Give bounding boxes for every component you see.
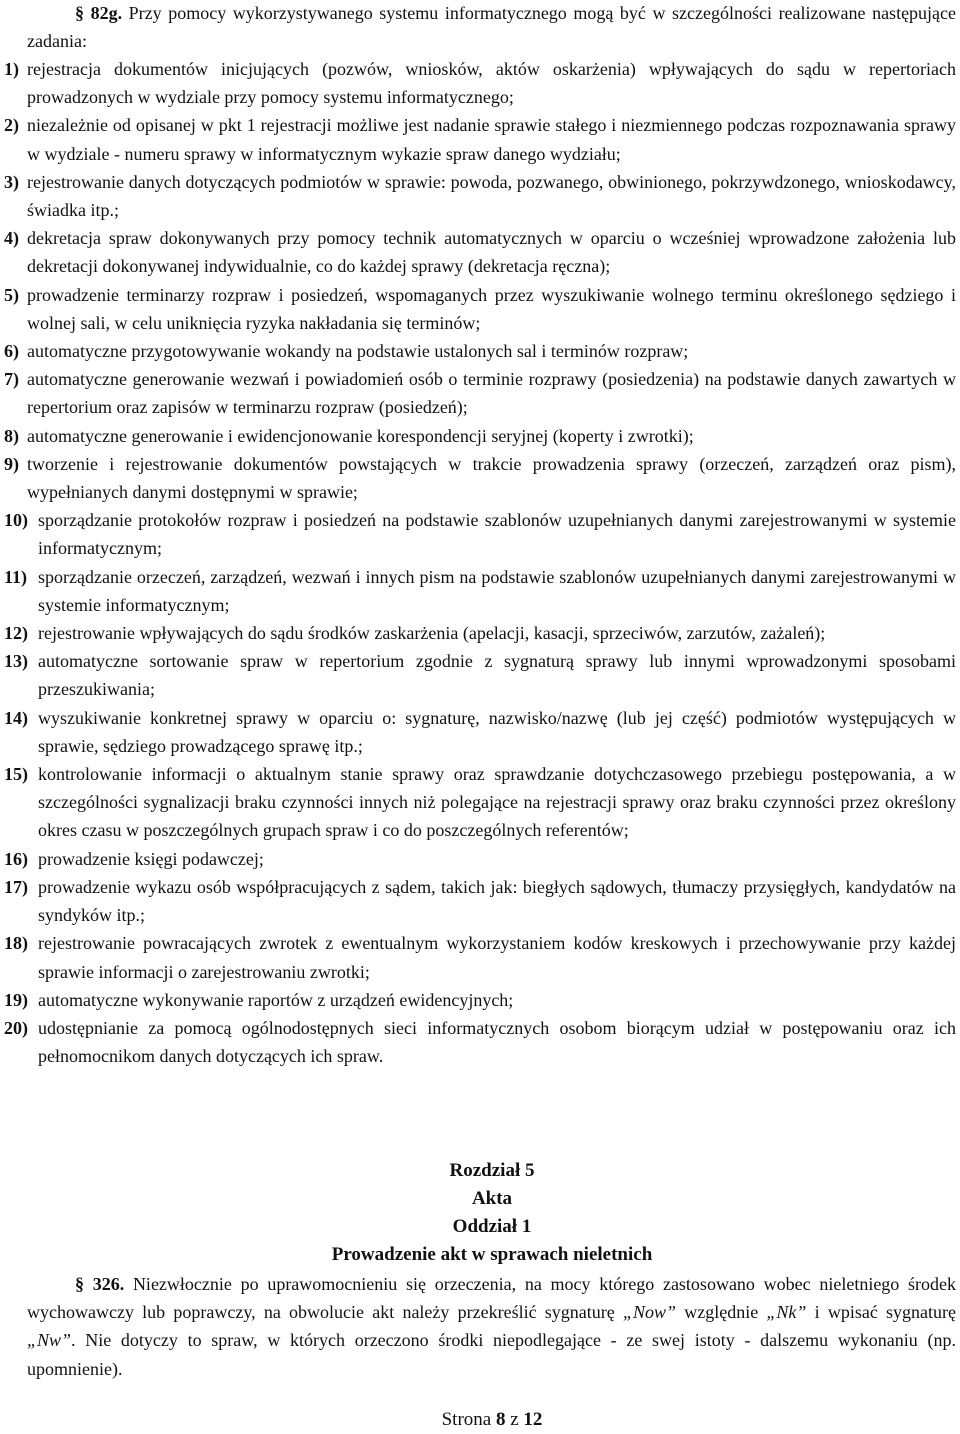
list-item [4, 422, 956, 450]
signature-nk: „Nk” [766, 1302, 807, 1323]
list-item-number: 5) [4, 284, 19, 305]
list-item-number: 6) [4, 341, 19, 362]
p326-text-c: i wpisać sygnaturę [806, 1302, 957, 1323]
division-heading: Oddział 1 [452, 1216, 532, 1237]
list-item-number: 8) [4, 425, 19, 446]
list-item-number: 9) [4, 453, 19, 474]
intro-paragraph [27, 0, 956, 55]
p326-text-d: . Nie dotyczy to spraw, w których orzeczono środki niepodlegające - ze swej istoty - dalszemu wykonaniu (np. upomnienie). [27, 1330, 956, 1379]
list-item-text: automatyczne przygotowywanie wokandy na podstawie ustalonych sal i terminów rozpraw; [27, 341, 689, 362]
list-item [4, 873, 956, 929]
list-item-number: 7) [4, 369, 19, 390]
footer-separator: z [505, 1409, 524, 1430]
list-item-text: prowadzenie księgi podawczej; [38, 848, 264, 869]
list-item-number: 17) [4, 876, 28, 897]
list-item [4, 647, 956, 703]
p326-text-b: względnie [676, 1302, 767, 1323]
task-list [4, 55, 956, 1070]
list-item [4, 563, 956, 619]
list-item-number: 1) [4, 59, 19, 79]
list-item [4, 506, 956, 562]
list-item-text: automatyczne sortowanie spraw w repertorium zgodnie z sygnaturą sprawy lub innymi wprowadzonymi sposobami przeszukiwania; [38, 651, 956, 700]
list-item [4, 281, 956, 337]
chapter-title: Akta [471, 1188, 513, 1209]
list-item-text: rejestrowanie powracających zwrotek z ewentualnym wykorzystaniem kodów kreskowych i przechowywanie przy każdej sprawie informacji o zarejestrowaniu zwrotki; [38, 933, 956, 982]
list-item-text: rejestracja dokumentów inicjujących (pozwów, wniosków, aktów oskarżenia) wpływających do sądu w repertoriach prowadzonych w wydziale przy pomocy systemu informatycznego; [27, 59, 956, 108]
list-item [4, 365, 956, 421]
list-item-number: 11) [4, 566, 28, 587]
list-item-text: sporządzanie protokołów rozpraw i posiedzeń na podstawie szablonów uzupełnianych danymi zarejestrowanymi w systemie informatycznym; [38, 510, 956, 559]
section-number: § 82g. [75, 3, 123, 23]
list-item [4, 168, 956, 224]
list-item-number: 10) [4, 510, 28, 531]
signature-now: „Now” [622, 1302, 677, 1323]
division-title: Prowadzenie akt w sprawach nieletnich [331, 1244, 653, 1265]
list-item-text: prowadzenie wykazu osób współpracujących z sądem, takich jak: biegłych sądowych, tłumaczy przysięgłych, kandydatów na syndyków itp.; [38, 876, 956, 926]
list-item-text: automatyczne generowanie i ewidencjonowanie korespondencji seryjnej (koperty i zwrotki); [27, 425, 694, 446]
list-item [4, 111, 956, 167]
list-item-text: automatyczne generowanie wezwań i powiadomień osób o terminie rozprawy (posiedzenia) na podstawie danych zawartych w repertorium oraz zapisów w terminarzu rozpraw (posiedzeń); [27, 369, 956, 418]
page-number: 8 [495, 1409, 506, 1430]
list-item-text: udostępnianie za pomocą ogólnodostępnych sieci informatycznych osobom biorącym udział w postępowaniu oraz ich pełnomocnikom danych dotyczących ich spraw. [38, 1017, 956, 1067]
list-item [4, 55, 956, 111]
p326-text-a: Niezwłocznie po uprawomocnieniu się orzeczenia, na mocy którego zastosowano wobec nieletniego środek wychowawczy lub poprawczy, na obwolucie akt należy przekreślić sygnaturę [27, 1274, 957, 1323]
list-item [4, 760, 956, 845]
list-item-text: kontrolowanie informacji o aktualnym stanie sprawy oraz sprawdzanie dotychczasowego przebiegu postępowania, a w szczególności sygnalizacji braku czynności innych niż polegające na rejestracji sprawy oraz braku czynności przez określony okres czasu w poszczególnych grupach spraw i co do poszczególnych referentów; [38, 764, 956, 841]
list-item [4, 224, 956, 280]
list-item-number: 20) [4, 1017, 28, 1038]
list-item [4, 845, 956, 873]
list-item-text: dekretacja spraw dokonywanych przy pomocy technik automatycznych w oparciu o wcześniej wprowadzone założenia lub dekretacji dokonywanej indywidualnie, co do każdej sprawy (dekretacja ręczna); [27, 228, 956, 277]
headings-block [0, 1157, 960, 1269]
list-item-number: 2) [4, 115, 19, 136]
page-footer [0, 1408, 960, 1432]
list-item-number: 14) [4, 707, 28, 728]
intro-text: Przy pomocy wykorzystywanego systemu informatycznego mogą być w szczególności realizowane następujące zadania: [27, 3, 957, 52]
list-item-text: niezależnie od opisanej w pkt 1 rejestracji możliwe jest nadanie sprawie stałego i niezmiennego podczas rozpoznawania sprawy w wydziale - numeru sprawy w informatycznym wykazie spraw danego wydziału; [27, 115, 956, 164]
list-item-text: automatyczne wykonywanie raportów z urządzeń ewidencyjnych; [38, 989, 514, 1010]
list-item-number: 4) [4, 228, 19, 249]
list-item-number: 13) [4, 651, 28, 672]
list-item-number: 19) [4, 989, 28, 1010]
list-item-number: 18) [4, 933, 28, 954]
footer-prefix: Strona [441, 1409, 496, 1430]
list-item-text: rejestrowanie danych dotyczących podmiotów w sprawie: powoda, pozwanego, obwinionego, pokrzywdzonego, wnioskodawcy, świadka itp.; [27, 171, 956, 221]
list-item [4, 450, 956, 506]
chapter-heading: Rozdział 5 [449, 1160, 535, 1181]
list-item-text: rejestrowanie wpływających do sądu środków zaskarżenia (apelacji, kasacji, sprzeciwów, zarzutów, zażaleń); [38, 623, 826, 644]
page-total: 12 [523, 1409, 543, 1430]
list-item-number: 3) [4, 171, 19, 192]
list-item-number: 12) [4, 623, 28, 644]
list-item-text: prowadzenie terminarzy rozpraw i posiedzeń, wspomaganych przez wyszukiwanie wolnego terminu określonego sędziego i wolnej sali, w celu uniknięcia ryzyka nakładania się terminów; [27, 284, 956, 333]
list-item-text: tworzenie i rejestrowanie dokumentów powstających w trakcie prowadzenia sprawy (orzeczeń, zarządzeń oraz pism), wypełnianych danymi dostępnymi w sprawie; [27, 453, 956, 503]
list-item-text: sporządzanie orzeczeń, zarządzeń, wezwań i innych pism na podstawie szablonów uzupełnianych danymi zarejestrowanymi w systemie informatycznym; [38, 566, 956, 615]
list-item [4, 986, 956, 1014]
list-item [4, 337, 956, 365]
list-item [4, 1014, 956, 1070]
list-item [4, 929, 956, 985]
list-item-text: wyszukiwanie konkretnej sprawy w oparciu o: sygnaturę, nazwisko/nazwę (lub jej część) podmiotów występujących w sprawie, sędziego prowadzącego sprawę itp.; [38, 707, 956, 756]
list-item [4, 619, 956, 647]
signature-nw: „Nw” [27, 1330, 72, 1351]
list-item-number: 15) [4, 764, 28, 785]
list-item-number: 16) [4, 848, 28, 869]
section-number-326: § 326. [75, 1274, 125, 1294]
list-item [4, 704, 956, 760]
paragraph-326 [27, 1270, 956, 1383]
